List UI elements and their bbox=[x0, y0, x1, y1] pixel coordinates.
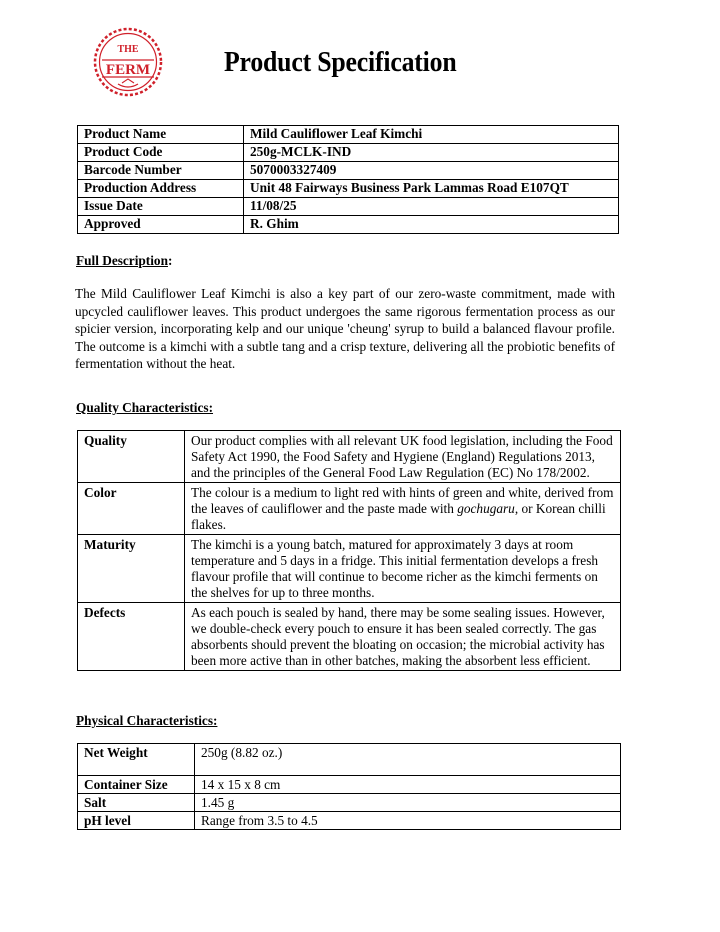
spec-label: Issue Date bbox=[78, 198, 244, 216]
color-text-part-1: The colour is a medium to light red with hints of green and white, derived from the leaves of cauliflower and the paste made with bbox=[191, 485, 614, 516]
quality-heading: Quality Characteristics: bbox=[76, 400, 214, 415]
product-spec-table bbox=[77, 125, 619, 234]
table-row bbox=[78, 198, 619, 216]
table-row bbox=[78, 126, 619, 144]
quality-value: The kimchi is a young batch, matured for approximately 3 days at room temperature and 5 days in a fridge. This initial fermentation develops a fresh flavour profile that will continue to become richer as the kimchi ferments on the shelves for up to three months. bbox=[185, 535, 621, 603]
quality-label: Maturity bbox=[78, 535, 185, 603]
spec-label: Product Name bbox=[78, 126, 244, 144]
logo-top-text: THE bbox=[117, 44, 139, 55]
color-text-italic: gochugaru bbox=[457, 501, 515, 516]
full-description-heading-colon: : bbox=[167, 253, 173, 268]
full-description-text: The Mild Cauliflower Leaf Kimchi is also a key part of our zero-waste commitment, made with upcycled cauliflower leaves. This product undergoes the same rigorous fermentation process as our spicier version, incorporating kelp and our unique 'cheung' syrup to build a balanced flavour profile. The outcome is a kimchi with a subtle tang and a crisp texture, delivering all the probiotic benefits of fermentation without the heat. bbox=[75, 286, 615, 372]
quality-label: Color bbox=[78, 483, 185, 535]
quality-label: Defects bbox=[78, 603, 185, 671]
table-row bbox=[78, 776, 621, 794]
physical-heading: Physical Characteristics: bbox=[76, 713, 218, 728]
spec-label: Approved bbox=[78, 216, 244, 234]
physical-table bbox=[77, 743, 621, 830]
quality-value: As each pouch is sealed by hand, there may be some sealing issues. However, we double-check every pouch to ensure it has been sealed correctly. The gas absorbents should prevent the bloating on occasion; the microbial activity has been more active than in other batches, making the absorbent less efficient. bbox=[185, 603, 621, 671]
physical-value: 1.45 g bbox=[195, 794, 621, 812]
physical-value: 14 x 15 x 8 cm bbox=[195, 776, 621, 794]
spec-value: R. Ghim bbox=[244, 216, 619, 234]
table-row bbox=[78, 794, 621, 812]
spec-label: Production Address bbox=[78, 180, 244, 198]
physical-label: Salt bbox=[78, 794, 195, 812]
physical-value: Range from 3.5 to 4.5 bbox=[195, 812, 621, 830]
spec-value: Unit 48 Fairways Business Park Lammas Road E107QT bbox=[244, 180, 619, 198]
spec-label: Barcode Number bbox=[78, 162, 244, 180]
physical-label: Net Weight bbox=[78, 744, 195, 776]
quality-value bbox=[185, 483, 621, 535]
table-row bbox=[78, 603, 621, 671]
quality-value: Our product complies with all relevant UK food legislation, including the Food Safety Act 1990, the Food Safety and Hygiene (England) Regulations 2013, and the principles of the General Food Law Regulation (EC) No 178/2002. bbox=[185, 431, 621, 483]
page-title: Product Specification bbox=[224, 47, 457, 78]
table-row bbox=[78, 144, 619, 162]
physical-label: Container Size bbox=[78, 776, 195, 794]
color-text-part-2: , or Korean chilli flakes. bbox=[191, 501, 606, 532]
table-row bbox=[78, 744, 621, 776]
table-row bbox=[78, 535, 621, 603]
full-description-heading-text: Full Description bbox=[76, 253, 168, 268]
spec-value: Mild Cauliflower Leaf Kimchi bbox=[244, 126, 619, 144]
spec-label: Product Code bbox=[78, 144, 244, 162]
quality-label: Quality bbox=[78, 431, 185, 483]
full-description-heading bbox=[76, 253, 172, 269]
table-row bbox=[78, 180, 619, 198]
quality-table bbox=[77, 430, 621, 671]
spec-value: 250g-MCLK-IND bbox=[244, 144, 619, 162]
table-row bbox=[78, 483, 621, 535]
table-row bbox=[78, 216, 619, 234]
spec-value: 5070003327409 bbox=[244, 162, 619, 180]
physical-value: 250g (8.82 oz.) bbox=[195, 744, 621, 776]
table-row bbox=[78, 431, 621, 483]
the-ferm-logo bbox=[92, 26, 164, 98]
table-row bbox=[78, 812, 621, 830]
logo-main-text: FERM bbox=[105, 62, 151, 78]
physical-label: pH level bbox=[78, 812, 195, 830]
spec-value: 11/08/25 bbox=[244, 198, 619, 216]
table-row bbox=[78, 162, 619, 180]
